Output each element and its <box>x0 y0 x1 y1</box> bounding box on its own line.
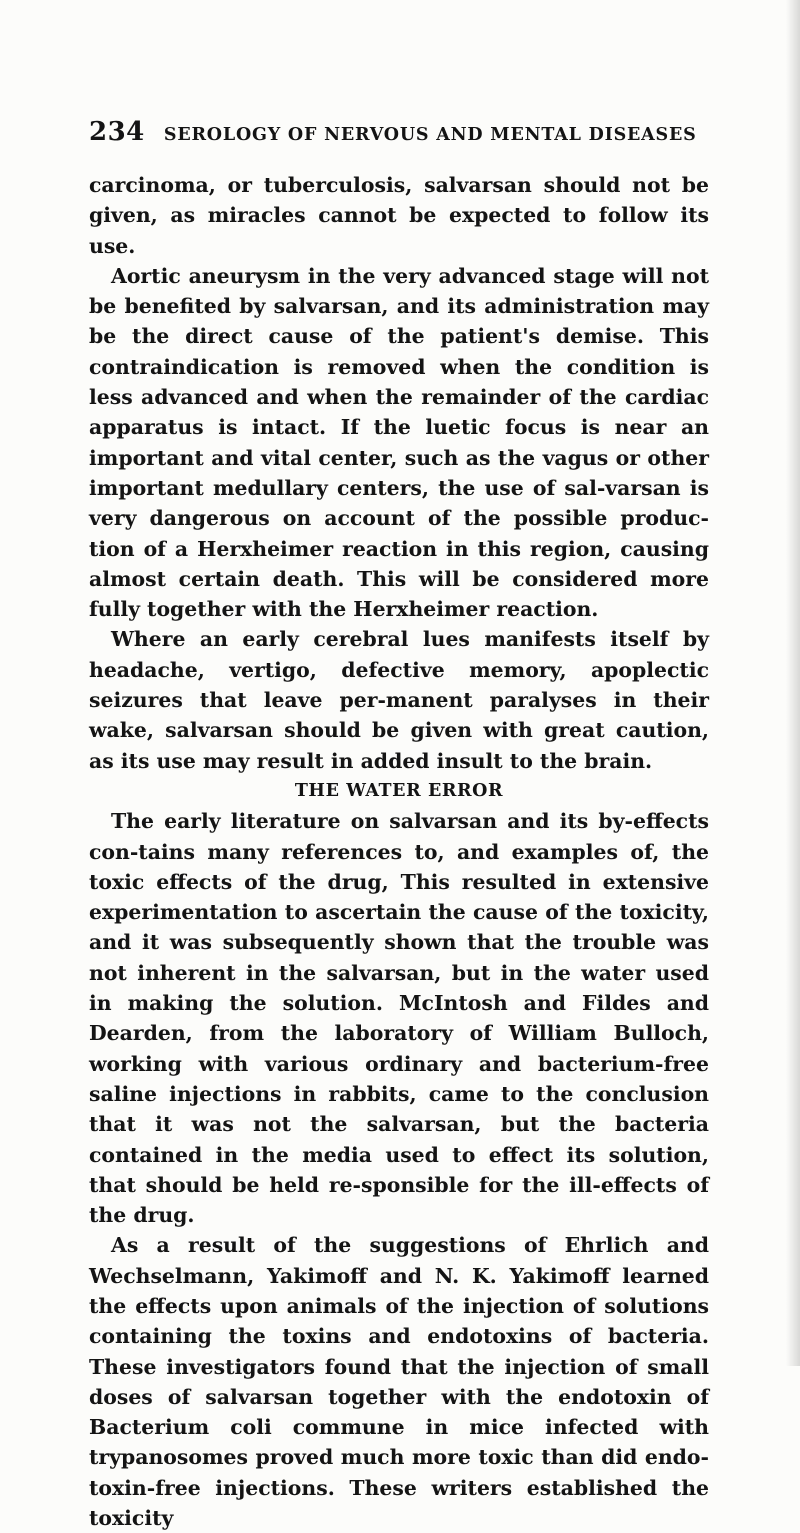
page-body <box>89 170 709 1533</box>
page-header <box>89 117 709 151</box>
paragraph-continuation: carcinoma, or tuberculosis, salvarsan should not be given, as miracles cannot be expected to follow its use. <box>89 173 709 258</box>
section-heading: THE WATER ERROR <box>294 780 504 801</box>
paragraph-early-literature: The early literature on salvarsan and its by-effects con-tains many references to, and examples of, the toxic effects of the drug, This resulted in extensive experimentation to ascertain the cause of the toxicity, and it was subsequently shown that the trouble was not inherent in the salvarsan, but in the water used in making the solution. McIntosh and Fildes and Dearden, from the laboratory of William Bulloch, working with various ordinary and bacterium-free saline injections in rabbits, came to the conclusion that it was not the salvarsan, but the bacteria contained in the media used to effect its solution, that should be held re-sponsible for the ill-effects of the drug. <box>89 809 709 1228</box>
page-edge-shadow <box>786 0 800 1366</box>
paragraph-aortic-aneurysm: Aortic aneurysm in the very advanced stage will not be benefited by salvarsan, and its administration may be the direct cause of the patient's demise. This contraindication is removed when the condition is less advanced and when the remainder of the cardiac apparatus is intact. If the luetic focus is near an important and vital center, such as the vagus or other important medullary centers, the use of sal-varsan is very dangerous on account of the possible produc-tion of a Herxheimer reaction in this region, causing almost certain death. This will be considered more fully together with the Herxheimer reaction. <box>89 263 709 622</box>
page-number: 234 <box>89 117 145 147</box>
running-head: SEROLOGY OF NERVOUS AND MENTAL DISEASES <box>163 125 697 145</box>
paragraph-ehrlich-suggestions: As a result of the suggestions of Ehrlich and Wechselmann, Yakimoff and N. K. Yakimoff learned the effects upon animals of the injection of solutions containing the toxins and endotoxins of bacteria. These investigators found that the injection of small doses of salvarsan together with the endotoxin of Bacterium coli commune in mice infected with trypanosomes proved much more toxic than did endo-toxin-free injections. These writers established the toxicity <box>89 1233 709 1531</box>
paragraph-cerebral-lues: Where an early cerebral lues manifests itself by headache, vertigo, defective memory, apoplectic seizures that leave per-manent paralyses in their wake, salvarsan should be given with great caution, as its use may result in added insult to the brain. <box>89 627 709 773</box>
